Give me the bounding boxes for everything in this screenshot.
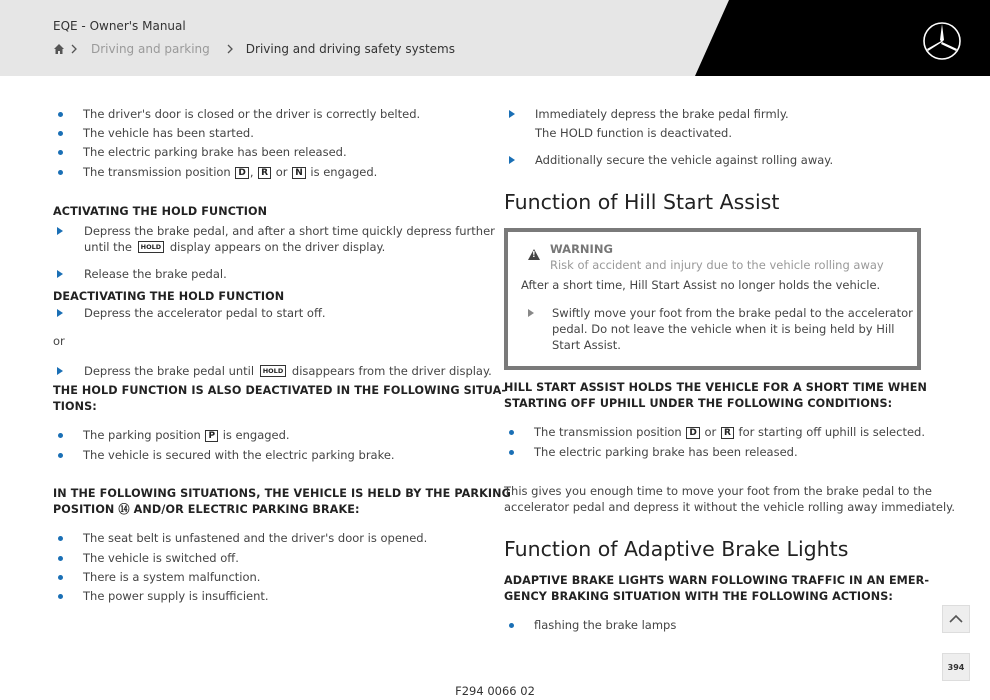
- page-number-button[interactable]: [942, 653, 970, 681]
- hold-display-icon: HOLD: [138, 241, 165, 253]
- step-text: [84, 363, 492, 379]
- list-item: The seat belt is unfastened and the driver's door is opened.: [83, 531, 428, 545]
- key-p-icon: P: [205, 430, 218, 442]
- warning-step: [552, 305, 913, 353]
- text: for starting off uphill is selected.: [738, 425, 925, 439]
- bullet-icon: [58, 131, 63, 136]
- hold-display-icon: HOLD: [260, 365, 287, 377]
- warning-text: After a short time, Hill Start Assist no longer holds the vehicle.: [521, 278, 881, 292]
- section-heading: POSITION ⑭ AND/OR ELECTRIC PARKING BRAKE:: [53, 503, 360, 516]
- section-heading: THE HOLD FUNCTION IS ALSO DEACTIVATED IN THE FOLLOWING SITUA-: [53, 384, 507, 397]
- step-text: [84, 239, 385, 255]
- text: Start Assist.: [552, 338, 621, 352]
- step-arrow-icon: [528, 309, 534, 317]
- list-item: The electric parking brake has been released.: [534, 445, 798, 459]
- list-item: The power supply is insufficient.: [83, 589, 269, 603]
- text: The transmission position: [83, 165, 231, 179]
- text: is engaged.: [310, 165, 378, 179]
- step-result: The HOLD function is deactivated.: [535, 126, 732, 140]
- paragraph: accelerator pedal and depress it without the vehicle rolling away immediately.: [504, 500, 955, 514]
- scroll-to-top-button[interactable]: [942, 605, 970, 633]
- text: until the: [84, 240, 133, 254]
- key-d-icon: D: [235, 167, 248, 179]
- step-arrow-icon: [57, 270, 63, 278]
- section-heading: ACTIVATING THE HOLD FUNCTION: [53, 205, 268, 218]
- list-item: flashing the brake lamps: [534, 618, 677, 632]
- text: or: [275, 165, 288, 179]
- text: Swiftly move your foot from the brake pedal to the accelerator: [552, 306, 913, 320]
- section-heading: GENCY BRAKING SITUATION WITH THE FOLLOWING ACTIONS:: [504, 590, 893, 603]
- warning-title: WARNING: [550, 242, 613, 256]
- key-d-icon: D: [686, 427, 699, 439]
- text: The transmission position: [534, 425, 682, 439]
- step-text: Immediately depress the brake pedal firmly.: [535, 107, 789, 121]
- breadcrumb: [53, 42, 455, 56]
- bullet-icon: [58, 433, 63, 438]
- text: disappears from the driver display.: [291, 364, 492, 378]
- page-number: 394: [947, 662, 965, 672]
- list-item: [534, 424, 925, 440]
- step-arrow-icon: [509, 110, 515, 118]
- section-heading: TIONS:: [53, 400, 97, 413]
- warning-subtitle: Risk of accident and injury due to the vehicle rolling away: [550, 258, 884, 272]
- key-r-icon: R: [258, 167, 271, 179]
- bullet-icon: [509, 430, 514, 435]
- bullet-icon: [58, 170, 63, 175]
- bullet-icon: [58, 536, 63, 541]
- section-heading: ADAPTIVE BRAKE LIGHTS WARN FOLLOWING TRAFFIC IN AN EMER-: [504, 574, 930, 587]
- paragraph: This gives you enough time to move your foot from the brake pedal to the: [504, 484, 932, 498]
- list-item: The transmission position D , R or N is engaged.: [83, 165, 378, 179]
- warning-box: [504, 228, 921, 370]
- or-text: or: [53, 334, 65, 348]
- chevron-up-icon: [943, 606, 969, 632]
- text: display appears on the driver display.: [169, 240, 386, 254]
- bullet-icon: [509, 450, 514, 455]
- bullet-icon: [58, 112, 63, 117]
- step-arrow-icon: [57, 227, 63, 235]
- bullet-icon: [58, 556, 63, 561]
- hill-start-assist-title: Function of Hill Start Assist: [504, 190, 780, 214]
- bullet-icon: [58, 575, 63, 580]
- breadcrumb-driving-and-parking[interactable]: Driving and parking: [91, 42, 210, 56]
- chevron-right-icon: [216, 43, 242, 55]
- list-item: The vehicle is switched off.: [83, 551, 239, 565]
- bullet-icon: [58, 150, 63, 155]
- image-reference: F294 0066 02: [455, 684, 535, 698]
- list-item: The vehicle has been started.: [83, 126, 254, 140]
- list-item: [83, 427, 290, 443]
- list-item: The vehicle is secured with the electric parking brake.: [83, 448, 395, 462]
- chevron-right-icon: [65, 43, 85, 55]
- manual-title: EQE - Owner's Manual: [53, 19, 186, 33]
- adaptive-brake-lights-title: Function of Adaptive Brake Lights: [504, 537, 849, 561]
- text: or: [704, 425, 717, 439]
- bullet-icon: [509, 623, 514, 628]
- list-item: There is a system malfunction.: [83, 570, 261, 584]
- section-heading: DEACTIVATING THE HOLD FUNCTION: [53, 290, 285, 303]
- key-r-icon: R: [721, 427, 734, 439]
- section-heading: HILL START ASSIST HOLDS THE VEHICLE FOR A SHORT TIME WHEN: [504, 381, 927, 394]
- step-text: Depress the brake pedal, and after a short time quickly depress further: [84, 224, 495, 238]
- home-icon[interactable]: [53, 43, 65, 55]
- step-arrow-icon: [57, 309, 63, 317]
- mercedes-star-logo: [922, 21, 962, 61]
- breadcrumb-driving-safety-systems[interactable]: Driving and driving safety systems: [245, 42, 455, 56]
- warning-triangle-icon: [528, 249, 540, 260]
- step-arrow-icon: [57, 367, 63, 375]
- step-text: Depress the accelerator pedal to start off.: [84, 306, 326, 320]
- text: The parking position: [83, 428, 201, 442]
- step-text: Release the brake pedal.: [84, 267, 227, 281]
- list-item: The electric parking brake has been released.: [83, 145, 347, 159]
- text: Depress the brake pedal until: [84, 364, 255, 378]
- page-header: [0, 0, 990, 76]
- text: is engaged.: [222, 428, 290, 442]
- text: pedal. Do not leave the vehicle when it is being held by Hill: [552, 322, 895, 336]
- list-item: The driver's door is closed or the driver is correctly belted.: [83, 107, 421, 121]
- step-arrow-icon: [509, 156, 515, 164]
- bullet-icon: [58, 594, 63, 599]
- section-heading: IN THE FOLLOWING SITUATIONS, THE VEHICLE IS HELD BY THE PARKING: [53, 487, 511, 500]
- bullet-icon: [58, 453, 63, 458]
- key-n-icon: N: [292, 167, 306, 179]
- section-heading: STARTING OFF UPHILL UNDER THE FOLLOWING CONDITIONS:: [504, 397, 893, 410]
- step-text: Additionally secure the vehicle against rolling away.: [535, 153, 834, 167]
